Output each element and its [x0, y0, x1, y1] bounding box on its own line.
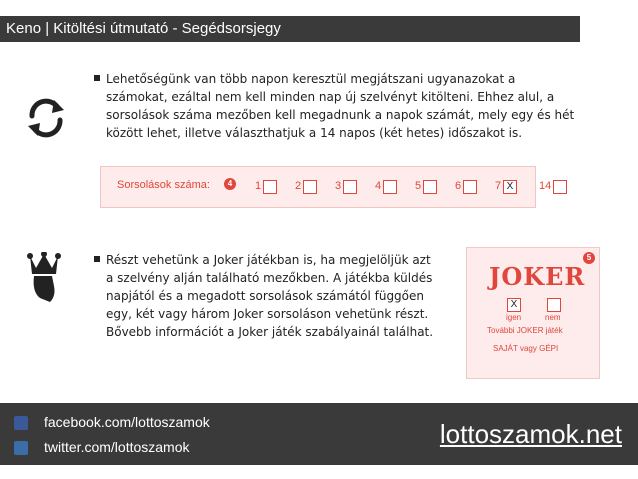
draw-count-number: 3 [335, 180, 342, 192]
footer [0, 403, 638, 465]
facebook-link[interactable]: facebook.com/lottoszamok [44, 414, 210, 430]
draw-count-number: 2 [295, 180, 302, 192]
draw-count-number: 4 [375, 180, 382, 192]
facebook-icon[interactable] [14, 416, 28, 430]
joker-line2: SAJÁT vagy GÉPI [493, 344, 559, 353]
draw-count-checkbox[interactable] [463, 180, 477, 194]
joker-yes-box[interactable]: X [507, 298, 521, 312]
section2-paragraph: Részt vehetünk a Joker játékban is, ha megjelöljük azt a szelvény alján található mezőkben. A játékba küldés napjától és a megadott sorsolások számától függően egy, két vagy három Joker sorsoláson vehetünk részt. Bővebb információt a Joker játék szabályainál találhat. [106, 253, 434, 339]
section2-text [106, 251, 436, 341]
draw-count-checkbox[interactable] [263, 180, 277, 194]
draw-count-checkbox[interactable]: X [503, 180, 517, 194]
section1-paragraph: Lehetőségünk van több napon keresztül megjátszani ugyanazokat a számokat, ezáltal nem kell minden nap új szelvényt kitölteni. Ehhez alul, a sorsolások száma mezőben kell megadnunk a napok számát, mely egy és hét között lehet, illetve választhatjuk a 14 napos (két hetes) időszakot is. [106, 72, 575, 140]
jester-icon [26, 252, 62, 306]
section1-text [106, 70, 578, 142]
bullet-square [94, 75, 100, 81]
repeat-arrows-icon [24, 96, 68, 140]
draw-count-option[interactable] [415, 180, 421, 192]
draw-count-number: 6 [455, 180, 462, 192]
draw-count-option[interactable] [375, 180, 381, 192]
joker-badge: 5 [583, 252, 595, 264]
draw-count-checkbox[interactable] [343, 180, 357, 194]
joker-no-label: nem [545, 313, 561, 322]
draw-count-option[interactable] [295, 180, 301, 192]
step-badge: 4 [224, 178, 236, 190]
draw-count-option[interactable] [455, 180, 461, 192]
joker-yes-label: igen [506, 313, 522, 322]
draw-count-label: Sorsolások száma: [117, 179, 210, 191]
draw-count-form [100, 166, 552, 208]
joker-logo: JOKER [489, 262, 586, 291]
draw-count-checkbox[interactable] [303, 180, 317, 194]
draw-count-checkbox[interactable] [553, 180, 567, 194]
draw-count-option[interactable] [539, 180, 551, 192]
draw-count-option[interactable] [255, 180, 261, 192]
draw-count-option[interactable] [335, 180, 341, 192]
draw-count-checkbox[interactable] [423, 180, 437, 194]
site-link[interactable]: lottoszamok.net [439, 419, 622, 449]
header-title: Keno | Kitöltési útmutató - Segédsorsjegy [6, 20, 281, 37]
draw-count-number: 5 [415, 180, 422, 192]
draw-count-checkbox[interactable] [383, 180, 397, 194]
draw-count-option[interactable] [495, 180, 514, 192]
draw-count-number: 14 [539, 180, 552, 192]
twitter-icon[interactable] [14, 441, 28, 455]
bullet-square [94, 256, 100, 262]
page-header [0, 16, 580, 42]
joker-line1: További JOKER játék [487, 326, 563, 335]
joker-no-box[interactable] [547, 298, 561, 312]
draw-count-number: 1 [255, 180, 262, 192]
twitter-link[interactable]: twitter.com/lottoszamok [44, 439, 190, 455]
draw-count-number: 7 [495, 180, 502, 192]
joker-form [466, 247, 600, 379]
